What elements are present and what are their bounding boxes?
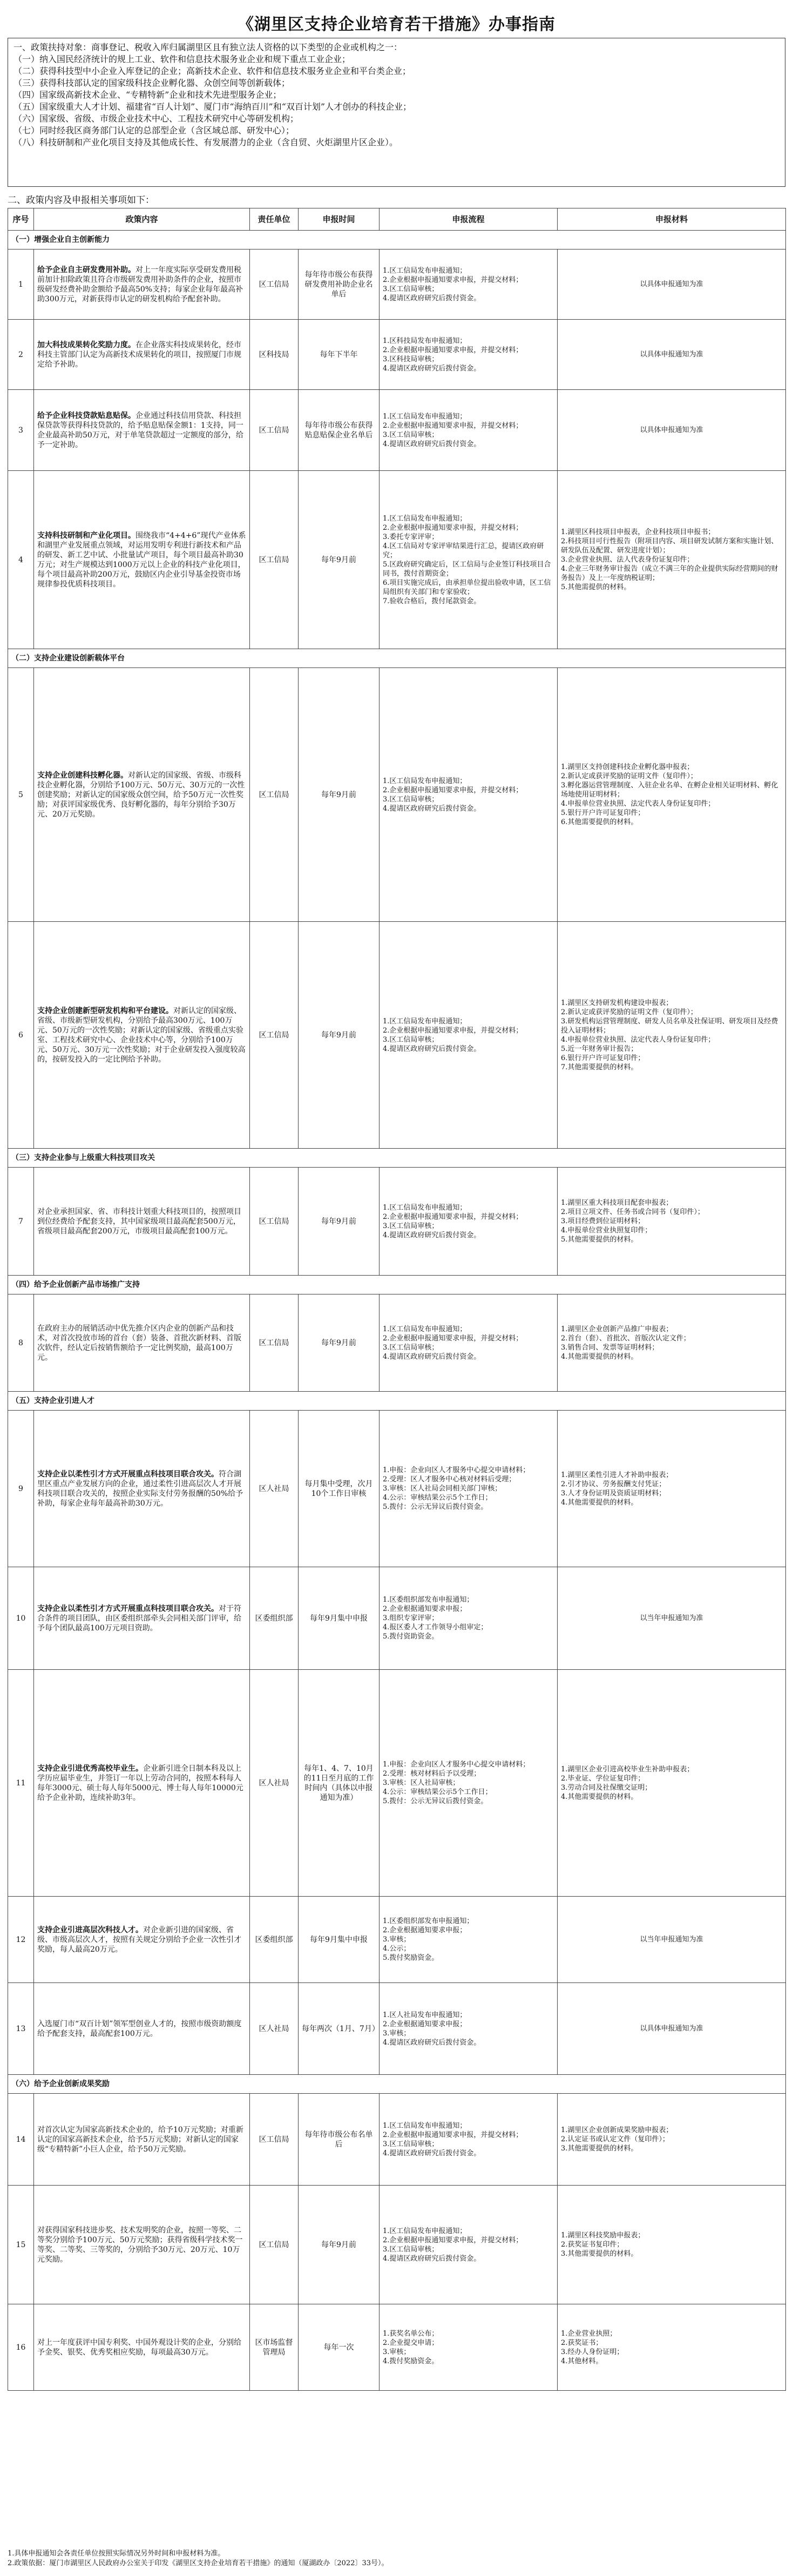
material-item: 2.首台（套）、首批次、首版次认定文件； xyxy=(561,1334,690,1343)
process-step: 1.区工信局发布申报通知； xyxy=(383,514,467,523)
process-step: 4.区工信局对专家评审结果进行汇总，提请区政府研究； xyxy=(383,542,544,559)
header-seq: 序号 xyxy=(8,208,34,231)
material-item: 3.其他需要提供的材料。 xyxy=(561,2250,638,2258)
table-row xyxy=(8,390,786,471)
materials-cell xyxy=(558,1983,786,2075)
process-step: 1.申报：企业向区人才服务中心提交申请材料； xyxy=(383,1761,530,1769)
policy-text: 对新认定的国家级、省级、市级新型研发机构，分别给予最高300万元、100万元、50万元的一次性奖励；对新认定的国家级、省级重点实验室、工程技术研究中心、企业技术中心等，分别给予100万元、50万元、30万元一次性奖励；对于企业研发投入强度较高的，按研发投入的一定比例给予补助。 xyxy=(37,1006,246,1064)
table-row xyxy=(8,2186,786,2304)
process-step: 5.拨付奖励资金。 xyxy=(383,1954,439,1962)
responsible-unit: 区科技局 xyxy=(250,320,299,390)
policy-cell xyxy=(34,2186,250,2304)
process-cell xyxy=(379,1670,558,1897)
process-cell xyxy=(379,1168,558,1276)
material-item: 3.销售合同、发票等证明材料； xyxy=(561,1343,659,1352)
process-cell xyxy=(379,1411,558,1567)
responsible-unit: 区工信局 xyxy=(250,471,299,649)
material-item: 3.孵化器运营管理制度、入驻企业名单、在孵企业相关证明材料、孵化场地使用证明材料； xyxy=(561,781,778,799)
responsible-unit: 区工信局 xyxy=(250,2186,299,2304)
process-cell xyxy=(379,2094,558,2186)
table-row xyxy=(8,668,786,922)
process-step: 3.区工信局审核； xyxy=(383,285,439,293)
materials-cell xyxy=(558,471,786,649)
application-time: 每年9月前 xyxy=(299,1168,379,1276)
responsible-unit: 区工信局 xyxy=(250,390,299,471)
material-item: 2.科技项目可行性报告（附项目内容、项目研发试制方案和实施计划、研发队伍及配置、研发进度计划）； xyxy=(561,537,778,555)
responsible-unit: 区工信局 xyxy=(250,249,299,320)
material-item: 5.其他需要提供的材料。 xyxy=(561,1236,638,1244)
process-step: 2.受理：核对材料后予以受理； xyxy=(383,1770,481,1778)
policy-cell xyxy=(34,1411,250,1567)
table-row xyxy=(8,1670,786,1897)
row-number: 12 xyxy=(8,1897,34,1983)
process-cell xyxy=(379,1897,558,1983)
material-item: 4.申报单位营业执照、法定代表人身份证复印件； xyxy=(561,1035,715,1044)
process-step: 5.拨付：公示无异议后拨付资金。 xyxy=(383,1503,488,1511)
process-step: 2.企业根据通知要求申报； xyxy=(383,1926,467,1934)
process-step: 5.区政府研究确定后，区工信局与企业签订科技项目合同书，拨付首期资金； xyxy=(383,560,551,578)
table-row xyxy=(8,1897,786,1983)
process-step: 2.企业根据申报通知要求申报，并提交材料； xyxy=(383,421,523,430)
application-time: 每年待市级公布名单后 xyxy=(299,2094,379,2186)
material-item: 2.项目立项文件、任务书或合同书（复印件）； xyxy=(561,1208,704,1216)
scope-item: （四）国家级高新技术企业、“专精特新”企业和技术先进型服务企业； xyxy=(13,90,282,100)
process-step: 4.提请区政府研究后拨付资金。 xyxy=(383,2038,481,2047)
process-step: 3.区工信局审核； xyxy=(383,795,439,804)
process-step: 3.审核； xyxy=(383,2348,411,2356)
row-number: 10 xyxy=(8,1567,34,1670)
section-title: （四）给予企业创新产品市场推广支持 xyxy=(8,1276,786,1294)
responsible-unit: 区工信局 xyxy=(250,1168,299,1276)
policy-title: 加大科技成果转化奖励力度。 xyxy=(37,340,135,349)
process-step: 3.审核； xyxy=(383,1936,411,1944)
process-step: 3.审核； xyxy=(383,2029,411,2038)
header-policy: 政策内容 xyxy=(34,208,250,231)
scope-item: （二）获得科技型中小企业入库登记的企业；高新技术企业、软件和信息技术服务业企业和平台类企业； xyxy=(13,66,411,76)
material-item: 1.湖里区企业引进高校毕业生补助申报表； xyxy=(561,1765,694,1773)
process-step: 4.公示：审核结果公示5个工作日； xyxy=(383,1788,492,1796)
material-item: 3.企业营业执照、法人代表身份证复印件； xyxy=(561,556,694,564)
process-step: 4.提请区政府研究后拨付资金。 xyxy=(383,804,481,813)
material-item: 4.其他需要提供的材料。 xyxy=(561,1498,638,1507)
material-item: 1.湖里区重大科技项目配套申报表； xyxy=(561,1199,673,1207)
material-item: 以当年申报通知为准 xyxy=(640,1936,703,1944)
materials-cell xyxy=(558,2186,786,2304)
material-item: 5.银行开户许可证复印件； xyxy=(561,809,645,817)
process-step: 1.区工信局发布申报通知； xyxy=(383,1325,467,1333)
material-item: 1.湖里区支持创建科技企业孵化器申报表； xyxy=(561,763,694,771)
policy-title: 给予企业科技贷款贴息贴保。 xyxy=(37,411,135,420)
process-step: 3.区工信局审核； xyxy=(383,2140,439,2148)
policy-text: 企业通过科技信用贷款、科技担保贷款等获得科技贷款的，给予贴息贴保金额1：1支持，同一企业最高补助50万元，对于单笔贷款超过一定额度的部分，给予一定补助。 xyxy=(37,411,243,449)
materials-cell xyxy=(558,1168,786,1276)
process-step: 2.企业根据申报通知要求申报，并提交材料； xyxy=(383,1334,523,1343)
policy-title: 支持企业引进优秀高校毕业生。 xyxy=(37,1764,143,1773)
process-step: 4.提请区政府研究后拨付资金。 xyxy=(383,294,481,302)
policy-cell xyxy=(34,2304,250,2391)
process-step: 1.区工信局发布申报通知； xyxy=(383,2121,467,2130)
process-step: 3.审核：区人社局审核； xyxy=(383,1779,460,1787)
process-step: 3.区工信局审核； xyxy=(383,2245,439,2254)
process-step: 2.企业根据申报通知要求申报，并提交材料； xyxy=(383,786,523,794)
scope-item: （一）纳入国民经济统计的规上工业、软件和信息技术服务业企业和规下重点工业企业； xyxy=(13,54,351,64)
process-cell xyxy=(379,668,558,922)
process-step: 1.区工信局发布申报通知； xyxy=(383,777,467,785)
scope-item: （三）获得科技部认定的国家级科技企业孵化器、众创空间等创新载体； xyxy=(13,78,290,88)
row-number: 4 xyxy=(8,471,34,649)
material-item: 4.申报单位营业执照、法定代表人身份证复印件； xyxy=(561,800,715,808)
process-cell xyxy=(379,2186,558,2304)
process-step: 2.企业提交申请； xyxy=(383,2338,439,2347)
application-time: 每年9月集中申报 xyxy=(299,1897,379,1983)
materials-cell xyxy=(558,320,786,390)
footer-note: 1.具体申报通知会各责任单位按照实际情况另外时间和申报材料为准。 xyxy=(8,2550,225,2558)
process-step: 2.企业根据通知要求申报； xyxy=(383,2020,467,2028)
table-row xyxy=(8,1294,786,1392)
responsible-unit: 区委组织部 xyxy=(250,1567,299,1670)
process-step: 4.提请区政府研究后拨付资金。 xyxy=(383,1231,481,1239)
process-step: 2.企业根据申报通知要求申报，并提交材料； xyxy=(383,346,523,354)
material-item: 3.劳动合同及社保缴交证明； xyxy=(561,1783,652,1792)
header-time: 申报时间 xyxy=(299,208,379,231)
process-step: 4.提请区政府研究后拨付资金。 xyxy=(383,1352,481,1361)
process-step: 1.区工信局发布申报通知； xyxy=(383,1017,467,1026)
process-step: 1.申报：企业向区人才服务中心提交申请材料； xyxy=(383,1466,530,1474)
process-cell xyxy=(379,471,558,649)
section-title: （六）给予企业创新成果奖励 xyxy=(8,2075,786,2094)
policy-text: 入选厦门市“双百计划”领军型创业人才的，按照市级资助额度给予配套支持，最高配套100万元。 xyxy=(37,2019,242,2038)
process-step: 1.区工信局发布申报通知； xyxy=(383,412,467,421)
row-number: 15 xyxy=(8,2186,34,2304)
process-step: 1.区工信局发布申报通知； xyxy=(383,1203,467,1212)
policy-cell xyxy=(34,1670,250,1897)
policy-cell xyxy=(34,1168,250,1276)
application-time: 每年待市级公布获得贴息贴保企业名单后 xyxy=(299,390,379,471)
process-step: 2.受理：区人才服务中心核对材料后受理； xyxy=(383,1475,516,1483)
section-row xyxy=(8,231,786,249)
footer-notes xyxy=(8,2549,785,2568)
material-item: 2.认定证书或认定文件（复印件）； xyxy=(561,2135,669,2143)
process-step: 7.验收合格后，拨付尾款资金。 xyxy=(383,597,481,605)
section-title: （三）支持企业参与上级重大科技项目攻关 xyxy=(8,1149,786,1168)
section-row xyxy=(8,1149,786,1168)
process-step: 3.区工信局审核； xyxy=(383,1343,439,1352)
process-step: 4.公示：审核结果公示5个工作日； xyxy=(383,1494,492,1502)
materials-cell xyxy=(558,1294,786,1392)
responsible-unit: 区委组织部 xyxy=(250,1897,299,1983)
process-step: 3.审核：区人社局会同相关部门审核； xyxy=(383,1485,502,1493)
scope-item: （八）科技研制和产业化项目支持及其他成长性、有发展潜力的企业（含自贸、火炬湖里片区企业）。 xyxy=(13,137,398,147)
section-row xyxy=(8,2075,786,2094)
material-item: 以具体申报通知为准 xyxy=(640,2025,703,2033)
table-row xyxy=(8,1983,786,2075)
process-cell xyxy=(379,390,558,471)
policy-text: 对新认定的国家级、省级、市级科技企业孵化器，分别给予100万元、50万元、30万元的一次性创建奖励；对新认定的国家级众创空间，给予50万元一次性奖励；对获评国家级优秀、良好孵化器的，每年分别给予30万元、20万元奖励。 xyxy=(37,771,245,819)
row-number: 13 xyxy=(8,1983,34,2075)
application-time: 每年1、4、7、10月的11日至月底的工作时间内（具体以申报通知为准） xyxy=(299,1670,379,1897)
policy-cell xyxy=(34,668,250,922)
materials-cell xyxy=(558,1411,786,1567)
application-time: 每年两次（1月、7月） xyxy=(299,1983,379,2075)
policy-text: 围绕我市“4+4+6”现代产业体系和湖里产业发展重点领域，对运用发明专利进行新技术和产品的研发、新工艺中试、小批量试产项目，每个项目最高补助30万元；对生产规模达到1000万元以上企业的科技产业化项目，每个项目最高补助200万元，鼓励区内企业引导基金投资市场规律参投优质科技项目。 xyxy=(37,531,246,589)
material-item: 1.湖里区支持研发机构建设申报表； xyxy=(561,999,673,1007)
process-step: 3.组织专家评审； xyxy=(383,1614,439,1622)
process-step: 1.获奖名单公布； xyxy=(383,2329,439,2338)
footer-note: 2.政策依据：厦门市湖里区人民政府办公室关于印发《湖里区支持企业培育若干措施》的通知（厦湖政办〔2022〕33号）。 xyxy=(8,2559,389,2567)
materials-cell xyxy=(558,668,786,922)
process-step: 3.委托专家评审； xyxy=(383,532,439,541)
policy-cell xyxy=(34,471,250,649)
policy-text: 在企业落实科技成果转化，经市科技主管部门认定为高新技术成果转化的项目，按照厦门市规定给予补助。 xyxy=(37,340,241,369)
table-row xyxy=(8,2304,786,2391)
application-time: 每年一次 xyxy=(299,2304,379,2391)
application-time: 每年9月前 xyxy=(299,2186,379,2304)
materials-cell xyxy=(558,2304,786,2391)
material-item: 3.经办人身份证明； xyxy=(561,2348,624,2356)
section-row xyxy=(8,1276,786,1294)
process-cell xyxy=(379,2304,558,2391)
materials-cell xyxy=(558,390,786,471)
process-step: 4.提请区政府研究后拨付资金。 xyxy=(383,440,481,448)
header-process: 申报流程 xyxy=(379,208,558,231)
policy-cell xyxy=(34,922,250,1149)
responsible-unit: 区人社局 xyxy=(250,1670,299,1897)
policy-title: 支持企业以柔性引才方式开展重点科技项目联合攻关。 xyxy=(37,1469,219,1479)
material-item: 6.其他需要提供的材料。 xyxy=(561,818,638,826)
process-cell xyxy=(379,1983,558,2075)
process-step: 2.企业根据申报通知要求申报，并提交材料； xyxy=(383,2236,523,2244)
policy-title: 支持企业以柔性引才方式开展重点科技项目联合攻关。 xyxy=(37,1604,219,1613)
material-item: 1.湖里区科技项目申报表，企业科技项目申报书； xyxy=(561,528,715,536)
material-item: 以具体申报通知为准 xyxy=(640,280,703,288)
policy-title: 支持企业创建科技孵化器。 xyxy=(37,771,128,780)
process-step: 1.区人社局发布申报通知； xyxy=(383,2011,467,2019)
materials-cell xyxy=(558,249,786,320)
material-item: 3.人才身份证明及资质证明材料； xyxy=(561,1489,666,1498)
scope-box xyxy=(8,38,785,187)
responsible-unit: 区人社局 xyxy=(250,1411,299,1567)
policy-cell xyxy=(34,390,250,471)
section-title: （二）支持企业建设创新载体平台 xyxy=(8,649,786,668)
material-item: 2.获奖证书； xyxy=(561,2338,603,2347)
policy-text: 对上一年度获评中国专利奖、中国外观设计奖的企业，分别给予金奖、银奖、优秀奖相应奖励，每项最高30万元。 xyxy=(37,2338,241,2357)
section-row xyxy=(8,1392,786,1411)
page-title: 《湖里区支持企业培育若干措施》办事指南 xyxy=(238,15,555,34)
material-item: 7.其他需要提供的材料。 xyxy=(561,1063,638,1071)
table-header-row xyxy=(8,208,786,231)
process-step: 4.提请区政府研究后拨付资金。 xyxy=(383,2149,481,2157)
policy-table xyxy=(8,208,786,2391)
process-step: 2.企业根据申报通知要求申报，并提交材料； xyxy=(383,275,523,284)
scope-item: （六）国家级、省级、市级企业技术中心、工程技术研究中心等研发机构； xyxy=(13,113,299,124)
section-title: （一）增强企业自主创新能力 xyxy=(8,231,786,249)
table-row xyxy=(8,1411,786,1567)
policy-cell xyxy=(34,1983,250,2075)
scope-item: （五）国家级重大人才计划、福建省“百人计划”、厦门市“海纳百川”和“双百计划”人才创办的科技企业； xyxy=(13,102,412,112)
material-item: 2.新认定或获评奖励的证明文件（复印件）； xyxy=(561,772,697,780)
material-item: 1.湖里区柔性引进人才补助申报表； xyxy=(561,1471,673,1479)
table-row xyxy=(8,320,786,390)
material-item: 2.获奖证书复印件； xyxy=(561,2241,624,2249)
process-cell xyxy=(379,922,558,1149)
process-step: 3.区工信局审核； xyxy=(383,1222,439,1230)
application-time: 每年下半年 xyxy=(299,320,379,390)
process-step: 5.拨付：公示无异议后拨付资金。 xyxy=(383,1797,488,1805)
policy-text: 对获得国家科技进步奖、技术发明奖的企业，按照一等奖、二等奖分别给予100万元、50万元奖励；获得省级科学技术奖一等奖、二等奖、三等奖的，分别给予30万元、20万元、10万元奖励。 xyxy=(37,2226,243,2264)
section-row xyxy=(8,649,786,668)
materials-cell xyxy=(558,922,786,1149)
process-step: 4.公示； xyxy=(383,1945,411,1953)
policy-cell xyxy=(34,1294,250,1392)
policy-text: 符合湖里区重点产业发展方向的企业，通过柔性引进高层次人才开展科技项目联合攻关的，按照企业实际支付劳务报酬的50%给予补助，每家企业每年最高补助30万元。 xyxy=(37,1469,243,1508)
material-item: 1.企业营业执照； xyxy=(561,2329,617,2338)
process-cell xyxy=(379,320,558,390)
policy-cell xyxy=(34,249,250,320)
process-cell xyxy=(379,1567,558,1670)
row-number: 6 xyxy=(8,922,34,1149)
process-step: 5.拨付资助资金。 xyxy=(383,1633,439,1641)
material-item: 5.其他需提供的材料。 xyxy=(561,583,631,591)
material-item: 3.其他需要提供的材料。 xyxy=(561,2145,638,2153)
process-step: 2.企业根据申报通知要求申报，并提交材料； xyxy=(383,523,523,532)
process-step: 3.区科技局审核； xyxy=(383,355,439,363)
row-number: 7 xyxy=(8,1168,34,1276)
table-row xyxy=(8,2094,786,2186)
material-item: 4.其他材料。 xyxy=(561,2357,603,2365)
table-body xyxy=(8,231,786,2391)
process-step: 4.提请区政府研究后拨付资金。 xyxy=(383,2254,481,2263)
process-cell xyxy=(379,249,558,320)
scope-intro: 一、政策扶持对象：商事登记、税收入库归属湖里区且有独立法人资格的以下类型的企业或机构之一： xyxy=(13,42,403,52)
responsible-unit: 区工信局 xyxy=(250,2094,299,2186)
material-item: 5.近一年财务审计报告； xyxy=(561,1044,638,1053)
policy-text: 对首次认定为国家高新技术企业的，给予10万元奖励；对重新认定的国家高新技术企业，给予5万元奖励；对新认定的国家级“专精特新”小巨人企业，给予50万元奖励。 xyxy=(37,2125,243,2154)
policy-text: 对于符合条件的项目团队，由区委组织部牵头会同相关部门评审，给予每个团队最高100万元项目资助。 xyxy=(37,1604,241,1633)
row-number: 9 xyxy=(8,1411,34,1567)
process-step: 4.提请区政府研究后拨付资金。 xyxy=(383,1044,481,1053)
material-item: 1.湖里区企业创新产品推广申报表； xyxy=(561,1325,673,1333)
material-item: 以具体申报通知为准 xyxy=(640,350,703,359)
table-row xyxy=(8,1168,786,1276)
process-cell xyxy=(379,1294,558,1392)
row-number: 14 xyxy=(8,2094,34,2186)
policy-title: 支持科技研制和产业化项目。 xyxy=(37,531,135,540)
process-step: 2.企业根据申报通知要求申报，并提交材料； xyxy=(383,1212,523,1221)
material-item: 3.项目经费到位证明材料； xyxy=(561,1217,645,1225)
application-time: 每年9月前 xyxy=(299,922,379,1149)
header-unit: 责任单位 xyxy=(250,208,299,231)
materials-cell xyxy=(558,1567,786,1670)
process-step: 4.报区委人才工作领导小组审定； xyxy=(383,1623,488,1631)
process-step: 1.区委组织部发布申报通知； xyxy=(383,1596,474,1604)
row-number: 2 xyxy=(8,320,34,390)
process-step: 1.区工信局发布申报通知； xyxy=(383,266,467,275)
table-row xyxy=(8,922,786,1149)
policy-text: 对企业承担国家、省、市科技计划重大科技项目的，按照项目到位经费给予配套支持，其中国家级项目最高配套500万元，省级项目最高配套200万元，市级项目最高配套100万元。 xyxy=(37,1207,241,1236)
policy-text: 在政府主办的展销活动中优先推介区内企业的创新产品和技术，对首次投放市场的首台（套）装备、首批次新材料、首版次软件，经认定后按销售额给予一定比例奖励，最高100万元。 xyxy=(37,1324,241,1362)
process-step: 4.提请区政府研究后拨付资金。 xyxy=(383,364,481,373)
policy-cell xyxy=(34,2094,250,2186)
policy-title: 支持企业创建新型研发机构和平台建设。 xyxy=(37,1006,173,1015)
material-item: 4.企业三年财务审计报告（成立不满三年的企业提供实际经营期间的财务报告）及上一年度纳税证明； xyxy=(561,565,778,582)
material-item: 6.银行开户许可证复印件； xyxy=(561,1054,645,1062)
responsible-unit: 区工信局 xyxy=(250,668,299,922)
material-item: 4.其他需要提供的材料。 xyxy=(561,1792,638,1801)
application-time: 每年9月前 xyxy=(299,668,379,922)
material-item: 4.申报单位营业执照复印件； xyxy=(561,1226,652,1235)
policy-text: 对上一年度实际享受研发费用税前加计扣除政策且符合市级研发费用补助条件的企业，按照市级研发经费补助金额给予最高50%支持；每家企业每年最高补助300万元，对新获得市认定的研发机构给予配套补助。 xyxy=(37,265,243,304)
application-time: 每月集中受理，次月10个工作日审核 xyxy=(299,1411,379,1567)
materials-cell xyxy=(558,1670,786,1897)
row-number: 8 xyxy=(8,1294,34,1392)
process-step: 1.区科技局发布申报通知； xyxy=(383,336,467,345)
responsible-unit: 区人社局 xyxy=(250,1983,299,2075)
process-step: 3.区工信局审核； xyxy=(383,1035,439,1044)
policy-title: 给予企业自主研发费用补助。 xyxy=(37,265,135,274)
process-step: 2.企业根据通知要求申报； xyxy=(383,1605,467,1613)
materials-cell xyxy=(558,1897,786,1983)
row-number: 16 xyxy=(8,2304,34,2391)
material-item: 2.新认定或获评奖励的证明文件（复印件）； xyxy=(561,1008,697,1016)
material-item: 以当年申报通知为准 xyxy=(640,1614,703,1622)
scope-item: （七）同时经我区商务部门认定的总部型企业（含区域总部、研发中心）； xyxy=(13,125,295,136)
material-item: 1.湖里区科技奖励申报表； xyxy=(561,2231,645,2240)
application-time: 每年9月集中申报 xyxy=(299,1567,379,1670)
process-step: 2.企业根据申报通知要求申报，并提交材料； xyxy=(383,1026,523,1035)
material-item: 3.研发机构运营管理制度、研发人员名单及社保证明、研发项目及经费投入证明材料； xyxy=(561,1017,778,1035)
responsible-unit: 区市场监督管理局 xyxy=(250,2304,299,2391)
table-row xyxy=(8,1567,786,1670)
application-time: 每年9月前 xyxy=(299,1294,379,1392)
section-heading: 二、政策内容及申报相关事项如下： xyxy=(8,195,154,206)
application-time: 每年待市级公布获得研发费用补助企业名单后 xyxy=(299,249,379,320)
policy-cell xyxy=(34,1897,250,1983)
table-row xyxy=(8,471,786,649)
application-time: 每年9月前 xyxy=(299,471,379,649)
responsible-unit: 区工信局 xyxy=(250,922,299,1149)
materials-cell xyxy=(558,2094,786,2186)
row-number: 3 xyxy=(8,390,34,471)
header-materials: 申报材料 xyxy=(558,208,786,231)
policy-cell xyxy=(34,1567,250,1670)
material-item: 2.引才协议、劳务报酬支付凭证； xyxy=(561,1480,666,1488)
process-step: 4.拨付奖励资金。 xyxy=(383,2357,439,2365)
section-title: （五）支持企业引进人才 xyxy=(8,1392,786,1411)
process-step: 6.项目实施完成后，由承担单位提出验收申请，区工信局组织有关部门和专家验收； xyxy=(383,578,551,596)
material-item: 1.湖里区企业创新成果奖励申报表； xyxy=(561,2126,673,2134)
row-number: 5 xyxy=(8,668,34,922)
process-step: 2.企业根据申报通知要求申报，并提交材料； xyxy=(383,2130,523,2139)
row-number: 11 xyxy=(8,1670,34,1897)
process-step: 3.区工信局审核； xyxy=(383,430,439,439)
table-row xyxy=(8,249,786,320)
policy-text: 企业新引进全日制本科及以上学历应届毕业生，并签订一年以上劳动合同的，按照本科每人每年3000元、硕士每人每年5000元、博士每人每年10000元给予企业补助，连续补助3年。 xyxy=(37,1764,243,1802)
material-item: 2.毕业证、学位证复印件； xyxy=(561,1774,645,1783)
material-item: 以具体申报通知为准 xyxy=(640,426,703,434)
responsible-unit: 区工信局 xyxy=(250,1294,299,1392)
row-number: 1 xyxy=(8,249,34,320)
process-step: 1.区委组织部发布申报通知； xyxy=(383,1917,474,1925)
policy-title: 支持企业引进高层次科技人才。 xyxy=(37,1925,143,1934)
process-step: 1.区工信局发布申报通知； xyxy=(383,2227,467,2235)
policy-text: 对企业新引进的国家级、省级、市级高层次人才，按照有关规定分别给予企业一次性引才奖励，每人最高20万元。 xyxy=(37,1925,241,1954)
policy-cell xyxy=(34,320,250,390)
material-item: 4.其他需要提供的材料。 xyxy=(561,1352,638,1361)
